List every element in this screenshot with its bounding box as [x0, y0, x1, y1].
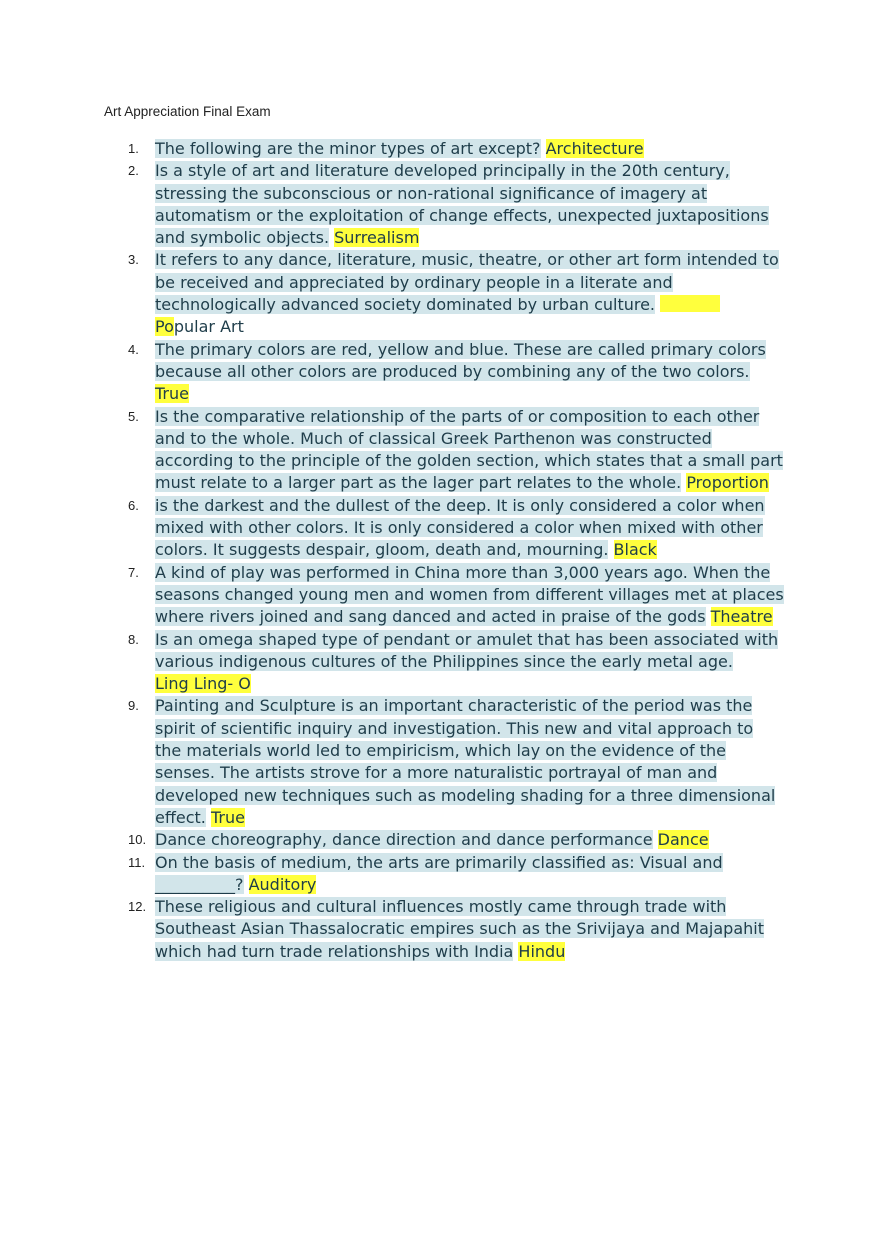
answer-text-rest: pular Art: [173, 317, 244, 337]
answer-text: Black: [613, 540, 657, 560]
question-text: Is a style of art and literature developed principally in the 20th century, stressing the subconscious or non-rational significance of imagery at automatism or the exploitation of change effects, unexpected juxtapositions and symbolic objects.: [155, 161, 769, 248]
question-item-7: [104, 562, 784, 629]
question-item-8: [104, 629, 784, 696]
answer-text: Architecture: [545, 139, 644, 158]
question-text: Dance choreography, dance direction and dance performance: [155, 830, 653, 850]
question-number: 12.: [128, 899, 147, 915]
answer-text: Theatre: [710, 607, 773, 627]
question-text: The primary colors are red, yellow and blue. These are called primary colors because all other colors are produced by combining any of the two colors.: [155, 339, 766, 381]
answer-text: Surrealism: [334, 228, 420, 248]
question-item-1: [104, 138, 784, 160]
question-number: 4.: [128, 341, 139, 357]
question-number: 8.: [128, 631, 139, 647]
question-number: 9.: [128, 698, 139, 714]
question-item-6: [104, 495, 784, 562]
question-item-5: [104, 406, 784, 495]
question-text: A kind of play was performed in China more than 3,000 years ago. When the seasons changed young men and women from different villages met at places where rivers joined and sang danced and acted in praise of the gods: [155, 562, 784, 627]
answer-text-highlighted: Po: [155, 317, 174, 337]
answer-highlight-gap: [660, 295, 720, 312]
question-item-12: [104, 896, 784, 963]
question-number: 10.: [128, 832, 147, 848]
question-text: On the basis of medium, the arts are primarily classified as: Visual and __________?: [155, 852, 723, 894]
question-item-2: [104, 160, 784, 249]
question-text: is the darkest and the dullest of the deep. It is only considered a color when mixed with other colors. It is only considered a color when mixed with other colors. It suggests despair, gloom, death and, mourning.: [155, 495, 765, 560]
question-text: Is the comparative relationship of the parts of or composition to each other and to the whole. Much of classical Greek Parthenon was constructed according to the principle of the golden section, which states that a small part must relate to a larger part as the lager part relates to the whole.: [155, 406, 783, 493]
answer-text: True: [155, 384, 189, 404]
answer-text: Auditory: [248, 874, 317, 894]
question-list: [104, 138, 784, 963]
answer-text: True: [210, 807, 245, 827]
answer-text: Ling Ling- O: [155, 674, 251, 694]
answer-text: Proportion: [686, 473, 769, 493]
document-title: Art Appreciation Final Exam: [104, 104, 271, 119]
question-number: 5.: [128, 408, 139, 424]
question-text: The following are the minor types of art except?: [155, 139, 541, 158]
question-item-11: [104, 852, 784, 897]
question-text: These religious and cultural influences mostly came through trade with Southeast Asian Thassalocratic empires such as the Srivijaya and Majapahit which had turn trade relationships with India: [155, 897, 764, 961]
answer-text: Hindu: [518, 941, 566, 961]
answer-text: Dance: [657, 830, 709, 850]
question-number: 7.: [128, 564, 139, 580]
question-text: Painting and Sculpture is an important characteristic of the period was the spirit of scientific inquiry and investigation. This new and vital approach to the materials world led to empiricism, which lay on the evidence of the senses. The artists strove for a more naturalistic portrayal of man and developed new techniques such as modeling shading for a three dimensional effect.: [155, 696, 776, 827]
question-item-3: [104, 249, 784, 338]
question-number: 3.: [128, 252, 139, 268]
question-item-4: [104, 339, 784, 406]
question-number: 11.: [128, 854, 146, 870]
question-number: 1.: [128, 141, 139, 156]
question-number: 2.: [128, 163, 139, 179]
question-number: 6.: [128, 497, 139, 513]
question-text: Is an omega shaped type of pendant or amulet that has been associated with various indigenous cultures of the Philippines since the early metal age.: [155, 629, 779, 671]
question-item-9: [104, 695, 784, 829]
question-item-10: [104, 829, 784, 851]
question-text: It refers to any dance, literature, music, theatre, or other art form intended to be received and appreciated by ordinary people in a literate and technologically advanced society dominated by urban culture.: [155, 250, 779, 315]
